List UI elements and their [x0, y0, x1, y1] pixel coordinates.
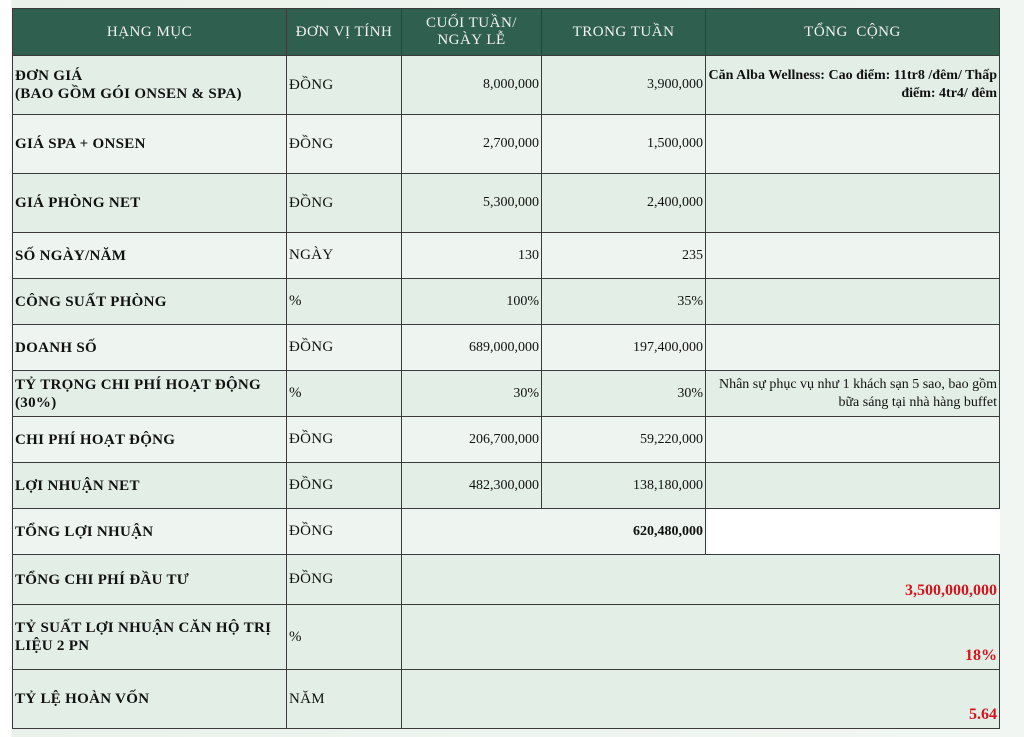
table-row: [13, 279, 1000, 325]
header-item: HẠNG MỤC: [13, 9, 287, 56]
payback-row-value: 5.64: [402, 670, 1000, 729]
table-row: [13, 325, 1000, 371]
row-note: Nhân sự phục vụ như 1 khách sạn 5 sao, bao gồm bữa sáng tại nhà hàng buffet: [706, 371, 1000, 417]
row-note: [706, 115, 1000, 174]
table-row: [13, 371, 1000, 417]
yield-row-item: TỶ SUẤT LỢI NHUẬN CĂN HỘ TRỊ LIỆU 2 PN: [13, 605, 287, 670]
total-profit-unit: ĐỒNG: [287, 509, 402, 555]
row-weekend: 2,700,000: [402, 115, 542, 174]
row-item: DOANH SỐ: [13, 325, 287, 371]
row-item: LỢI NHUẬN NET: [13, 463, 287, 509]
row-note: [706, 174, 1000, 233]
total-profit-row: [13, 509, 1000, 555]
row-unit: ĐỒNG: [287, 115, 402, 174]
table-row: [13, 56, 1000, 115]
row-unit: ĐỒNG: [287, 174, 402, 233]
header-row: [13, 9, 1000, 56]
row-note: [706, 325, 1000, 371]
row-weekday: 2,400,000: [542, 174, 706, 233]
row-unit: ĐỒNG: [287, 463, 402, 509]
table-row: [13, 174, 1000, 233]
investment-row-value: 3,500,000,000: [402, 555, 1000, 605]
row-unit: ĐỒNG: [287, 325, 402, 371]
row-weekend: 130: [402, 233, 542, 279]
row-item: ĐƠN GIÁ (BAO GỒM GÓI ONSEN & SPA): [13, 56, 287, 115]
yield-row: [13, 605, 1000, 670]
row-weekend: 5,300,000: [402, 174, 542, 233]
payback-row-unit: NĂM: [287, 670, 402, 729]
row-item: TỶ TRỌNG CHI PHÍ HOẠT ĐỘNG (30%): [13, 371, 287, 417]
investment-row-item: TỔNG CHI PHÍ ĐẦU TƯ: [13, 555, 287, 605]
row-weekday: 197,400,000: [542, 325, 706, 371]
row-weekday: 138,180,000: [542, 463, 706, 509]
table-row: [13, 233, 1000, 279]
investment-row-unit: ĐỒNG: [287, 555, 402, 605]
row-note: [706, 233, 1000, 279]
yield-row-value: 18%: [402, 605, 1000, 670]
total-profit-value: 620,480,000: [402, 509, 706, 555]
row-weekday: 35%: [542, 279, 706, 325]
header-total: TỔNG CỘNG: [706, 9, 1000, 56]
table-row: [13, 115, 1000, 174]
row-item: SỐ NGÀY/NĂM: [13, 233, 287, 279]
row-note: [706, 279, 1000, 325]
row-weekend: 8,000,000: [402, 56, 542, 115]
row-unit: NGÀY: [287, 233, 402, 279]
row-weekday: 59,220,000: [542, 417, 706, 463]
row-item: GIÁ SPA + ONSEN: [13, 115, 287, 174]
total-profit-item: TỔNG LỢI NHUẬN: [13, 509, 287, 555]
row-note: [706, 417, 1000, 463]
row-item: GIÁ PHÒNG NET: [13, 174, 287, 233]
row-note: [706, 463, 1000, 509]
header-unit: ĐƠN VỊ TÍNH: [287, 9, 402, 56]
header-weekday: TRONG TUẦN: [542, 9, 706, 56]
row-weekend: 30%: [402, 371, 542, 417]
row-item: CHI PHÍ HOẠT ĐỘNG: [13, 417, 287, 463]
row-unit: ĐỒNG: [287, 417, 402, 463]
row-weekday: 235: [542, 233, 706, 279]
row-unit: %: [287, 279, 402, 325]
row-item: CÔNG SUẤT PHÒNG: [13, 279, 287, 325]
row-weekday: 30%: [542, 371, 706, 417]
row-weekend: 100%: [402, 279, 542, 325]
table-row: [13, 417, 1000, 463]
investment-row: [13, 555, 1000, 605]
yield-row-unit: %: [287, 605, 402, 670]
total-profit-note: [706, 509, 1000, 555]
row-note: Căn Alba Wellness: Cao điểm: 11tr8 /đêm/ Thấp điểm: 4tr4/ đêm: [706, 56, 1000, 115]
row-weekend: 689,000,000: [402, 325, 542, 371]
header-weekend: CUỐI TUẦN/ NGÀY LỄ: [402, 9, 542, 56]
table-row: [13, 463, 1000, 509]
payback-row: [13, 670, 1000, 729]
row-weekend: 482,300,000: [402, 463, 542, 509]
row-weekday: 1,500,000: [542, 115, 706, 174]
row-unit: ĐỒNG: [287, 56, 402, 115]
payback-row-item: TỶ LỆ HOÀN VỐN: [13, 670, 287, 729]
row-unit: %: [287, 371, 402, 417]
row-weekday: 3,900,000: [542, 56, 706, 115]
row-weekend: 206,700,000: [402, 417, 542, 463]
profit-table: [12, 8, 1000, 729]
